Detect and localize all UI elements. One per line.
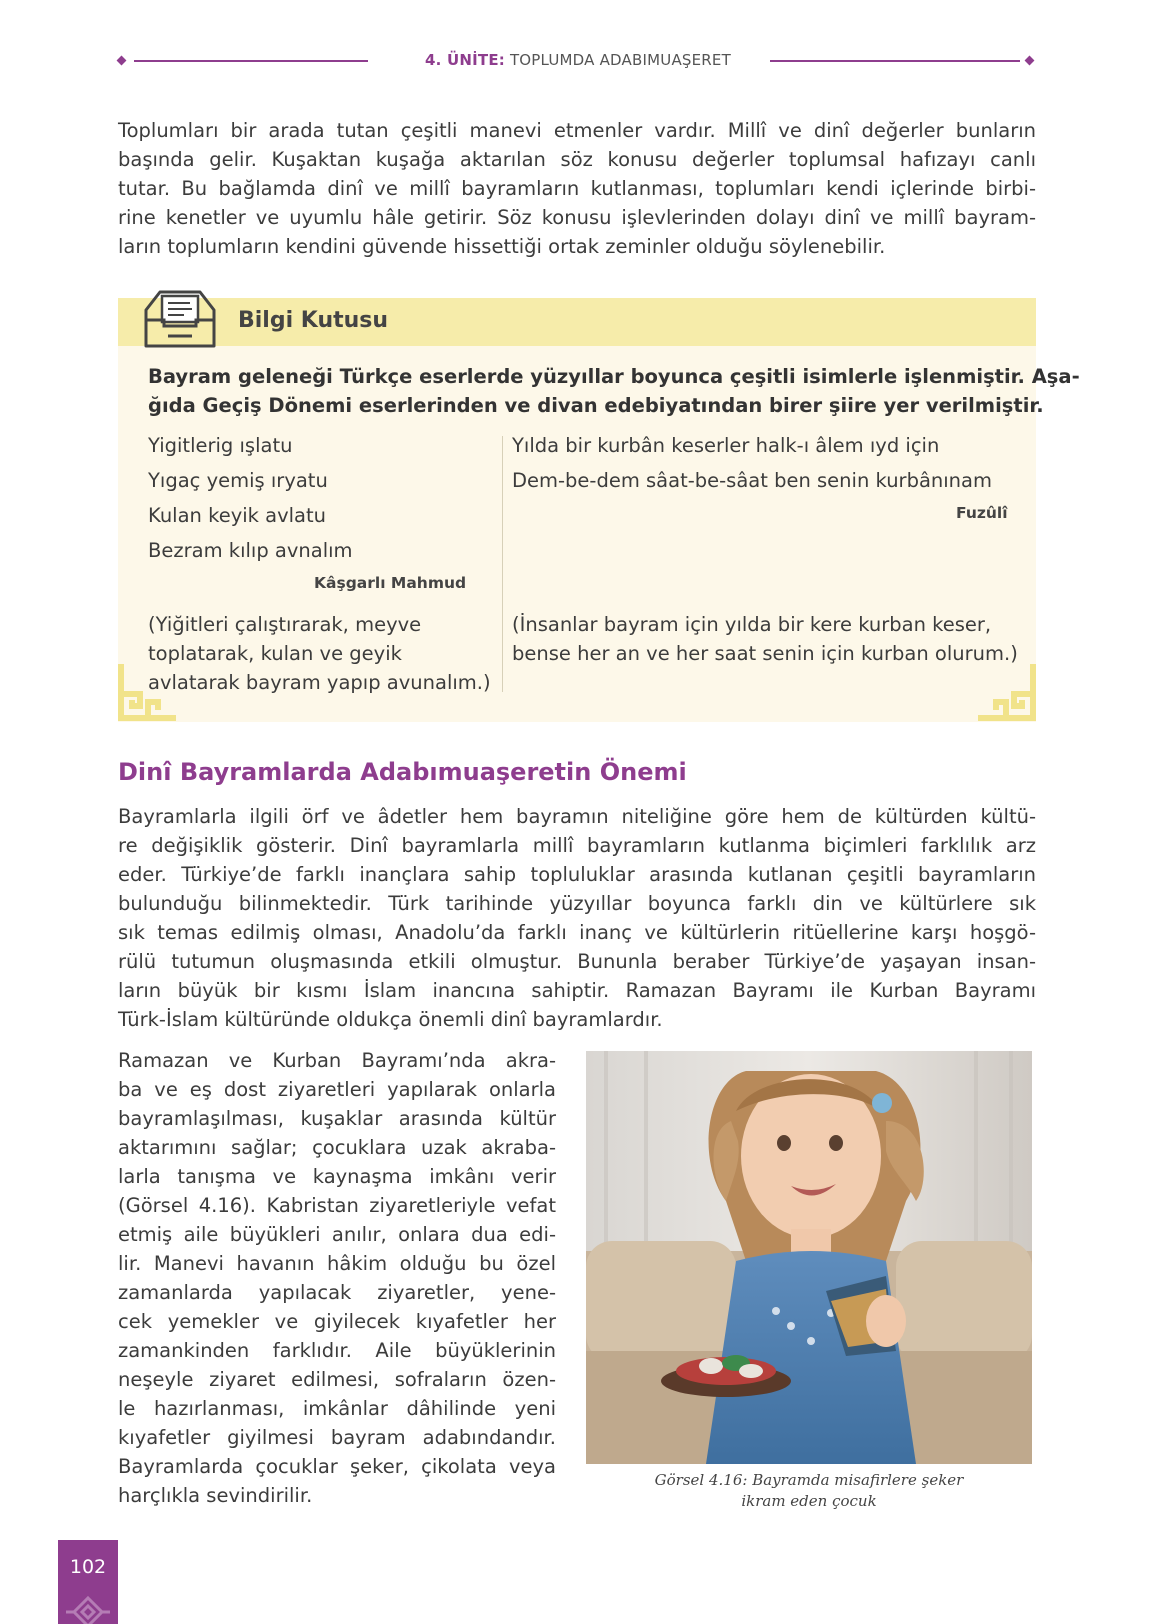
translation-line: (İnsanlar bayram için yılda bir kere kurban keser, bbox=[512, 613, 992, 636]
text-line: bulunduğu bilinmektedir. Türk tarihinde yüzyıllar boyunca farklı din ve kültürlere sık bbox=[118, 892, 1036, 915]
info-box bbox=[118, 298, 1080, 722]
text-line: zamankinden farklıdır. Aile büyüklerinin bbox=[118, 1339, 556, 1362]
translation-line: avlatarak bayram yapıp avunalım.) bbox=[148, 671, 491, 694]
left-poem-author: Kâşgarlı Mahmud bbox=[314, 574, 467, 592]
text-line: tutar. Bu bağlamda dinî ve millî bayramların kutlanması, toplumları kendi içlerinde birbi- bbox=[118, 177, 1036, 200]
text-line: neşeyle ziyaret edilmesi, sofraların özen- bbox=[118, 1368, 556, 1391]
header-title bbox=[378, 51, 778, 69]
caption-line: ikram eden çocuk bbox=[741, 1492, 877, 1510]
ornament-icon bbox=[62, 1592, 114, 1624]
poem-line: Yigitlerig ışlatu bbox=[148, 434, 293, 457]
text-line: başında gelir. Kuşaktan kuşağa aktarılan söz konusu değerler toplumsal hafızayı canlı bbox=[118, 148, 1036, 171]
text-line: (Görsel 4.16). Kabristan ziyaretleriyle vefat bbox=[118, 1194, 556, 1217]
text-line: ba ve eş dost ziyaretleri yapılarak onlarla bbox=[118, 1078, 556, 1101]
info-box-title: Bilgi Kutusu bbox=[238, 308, 389, 333]
text-line: etmiş aile büyükleri anılır, onlara dua edi- bbox=[118, 1223, 556, 1246]
text-line: Bayramlarda çocuklar şeker, çikolata veya bbox=[118, 1455, 556, 1478]
right-poem-author: Fuzûlî bbox=[956, 504, 1008, 522]
text-line: harçlıkla sevindirilir. bbox=[118, 1484, 313, 1507]
text-line: kıyafetler giyilmesi bayram adabındandır. bbox=[118, 1426, 556, 1449]
poem-line: Kulan keyik avlatu bbox=[148, 504, 327, 527]
text-line: Bayramlarla ilgili örf ve âdetler hem bayramın niteliğine göre hem de kültürden kültü- bbox=[118, 805, 1036, 828]
unit-label: 4. ÜNİTE: bbox=[425, 51, 505, 69]
poem-line: Bezram kılıp avnalım bbox=[148, 539, 353, 562]
section-paragraph bbox=[118, 802, 1036, 1034]
right-poem bbox=[512, 428, 992, 498]
translation-line: (Yiğitleri çalıştırarak, meyve bbox=[148, 613, 422, 636]
text-line: aktarımını sağlar; çocuklara uzak akraba- bbox=[118, 1136, 556, 1159]
text-line: rülü tutumun oluşmasında etkili olmuştur. Bununla beraber Türkiye’de yaşayan insan- bbox=[118, 950, 1036, 973]
text-line: cek yemekler ve giyilecek kıyafetler her bbox=[118, 1310, 556, 1333]
text-line: bayramlaşılması, kuşaklar arasında kültür bbox=[118, 1107, 556, 1130]
header-diamond-right bbox=[1025, 56, 1035, 66]
text-line: ğıda Geçiş Dönemi eserlerinden ve divan edebiyatından birer şiire yer verilmiştir. bbox=[148, 394, 1044, 417]
poem-line: Dem-be-dem sâat-be-sâat ben senin kurbânınam bbox=[512, 469, 992, 492]
text-line: eder. Türkiye’de farklı inançlara sahip topluluklar arasında kutlanan çeşitli bayramların bbox=[118, 863, 1036, 886]
corner-ornament-left bbox=[118, 664, 178, 722]
info-box-intro bbox=[148, 362, 1080, 420]
page-header bbox=[118, 50, 1036, 72]
section-title: Dinî Bayramlarda Adabımuaşeretin Önemi bbox=[118, 758, 687, 786]
page-number: 102 bbox=[69, 1556, 107, 1578]
text-line: re değişiklik gösterir. Dinî bayramlarla millî bayramların kutlanma biçimleri farklılık arz bbox=[118, 834, 1036, 857]
text-line: Toplumları bir arada tutan çeşitli manevi etmenler vardır. Millî ve dinî değerler bunların bbox=[118, 119, 1036, 142]
translation-line: bense her an ve her saat senin için kurban olurum.) bbox=[512, 642, 1018, 665]
text-line: sık temas edilmiş olması, Anadolu’da farklı inanç ve kültürlerin ritüellerine karşı hoşgö- bbox=[118, 921, 1036, 944]
corner-ornament-right bbox=[976, 664, 1036, 722]
poem-line: Yılda bir kurbân keserler halk-ı âlem ıyd için bbox=[512, 434, 940, 457]
side-paragraph bbox=[118, 1046, 556, 1510]
left-poem-translation bbox=[148, 610, 491, 697]
text-line: lir. Manevi havanın hâkim olduğu bu özel bbox=[118, 1252, 556, 1275]
intro-paragraph bbox=[118, 116, 1036, 261]
translation-line: toplatarak, kulan ve geyik bbox=[148, 642, 402, 665]
text-line: Ramazan ve Kurban Bayramı’nda akra- bbox=[118, 1049, 556, 1072]
unit-title: TOPLUMDA ADABIMUAŞERET bbox=[509, 51, 731, 69]
header-diamond-left bbox=[117, 56, 127, 66]
text-line: larla tanışma ve kaynaşma imkânı verir bbox=[118, 1165, 556, 1188]
page-number-tab bbox=[58, 1540, 118, 1624]
text-line: zamanlarda yapılacak ziyaretler, yene- bbox=[118, 1281, 556, 1304]
header-rule-right bbox=[770, 60, 1020, 62]
caption-line: Görsel 4.16: Bayramda misafirlere şeker bbox=[654, 1471, 964, 1489]
inbox-document-icon bbox=[144, 288, 224, 352]
text-line: ların büyük bir kısmı İslam inancına sahiptir. Ramazan Bayramı ile Kurban Bayramı bbox=[118, 979, 1036, 1002]
poem-line: Yıgaç yemiş ıryatu bbox=[148, 469, 328, 492]
left-poem bbox=[148, 428, 353, 568]
header-rule-left bbox=[134, 60, 368, 62]
figure-caption bbox=[586, 1470, 1032, 1512]
right-poem-translation bbox=[512, 610, 1018, 668]
text-line: rine kenetler ve uyumlu hâle getirir. Söz konusu işlevlerinden dolayı dinî ve millî bayram- bbox=[118, 206, 1036, 229]
text-line: ların toplumların kendini güvende hissettiği ortak zeminler olduğu söylenebilir. bbox=[118, 235, 886, 258]
text-line: le hazırlanması, imkânlar dâhilinde yeni bbox=[118, 1397, 556, 1420]
text-line: Türk-İslam kültüründe oldukça önemli dinî bayramlardır. bbox=[118, 1008, 663, 1031]
child-with-candy-photo bbox=[586, 1051, 1032, 1464]
column-divider bbox=[502, 436, 503, 692]
text-line: Bayram geleneği Türkçe eserlerde yüzyıllar boyunca çeşitli isimlerle işlenmiştir. Aşa- bbox=[148, 365, 1080, 388]
